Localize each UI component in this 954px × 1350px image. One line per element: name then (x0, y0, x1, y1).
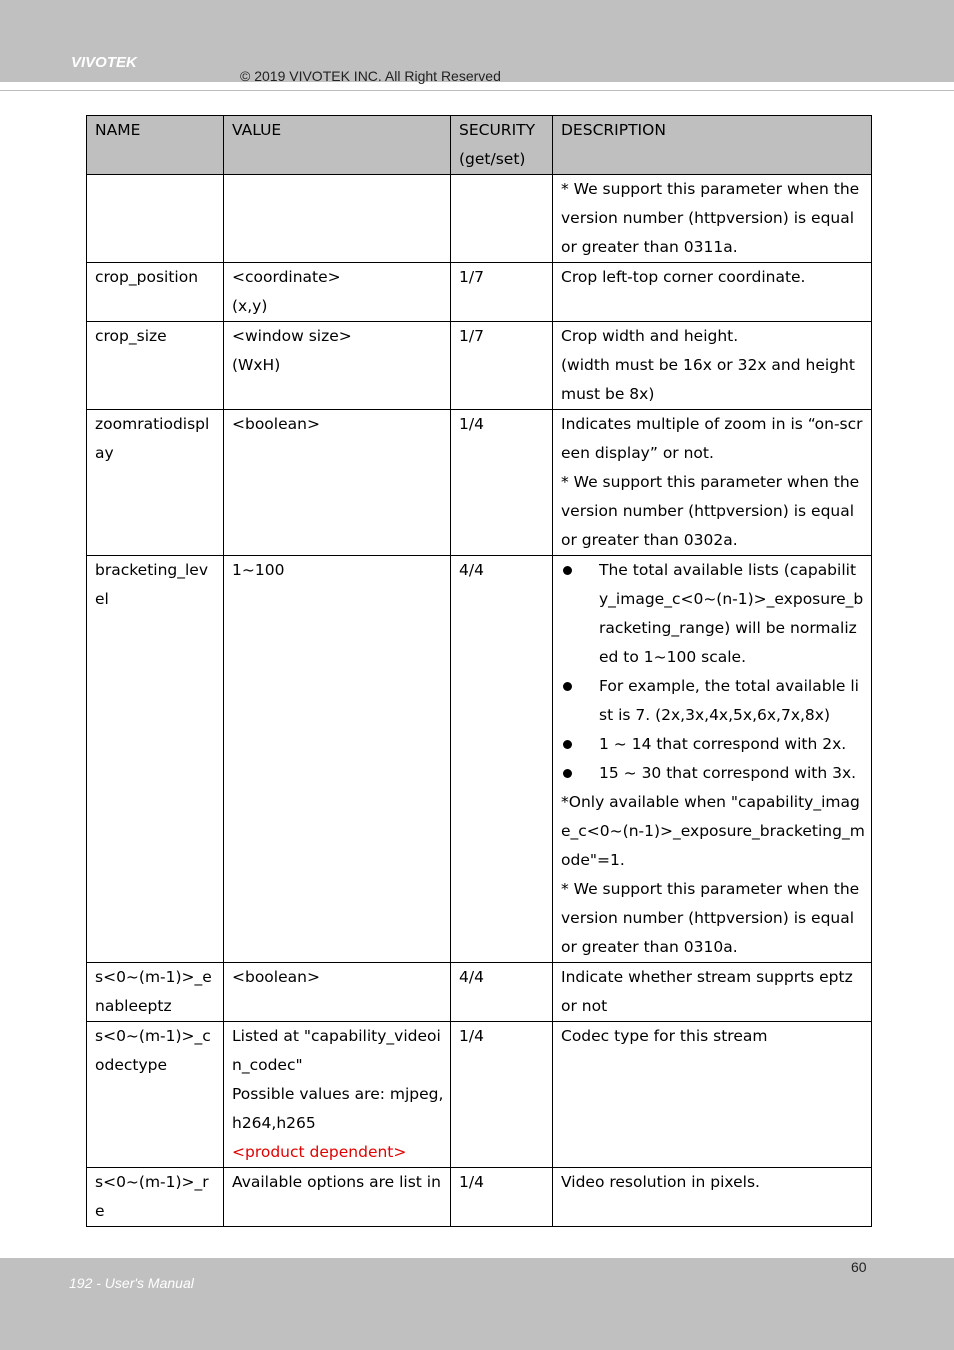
product-dependent-note: <product dependent> (232, 1143, 407, 1161)
header-band (0, 0, 954, 82)
column-header-description: DESCRIPTION (553, 116, 872, 175)
description-cell (553, 410, 872, 556)
description-cell (553, 963, 872, 1022)
description-line: Crop left-top corner coordinate. (561, 268, 806, 286)
description-cell (553, 1168, 872, 1227)
description-line: Crop width and height. (561, 327, 739, 345)
description-cell (553, 1022, 872, 1168)
description-line: Indicate whether stream supprts eptz or not (561, 968, 853, 1015)
bullet-item (561, 556, 865, 672)
value-line: <boolean> (232, 968, 320, 986)
brand-logo-text: VIVOTEK (71, 54, 137, 71)
name-cell: crop_size (87, 322, 224, 410)
name-cell: crop_position (87, 263, 224, 322)
bullet-list (561, 556, 865, 788)
name-cell: zoomratiodisplay (87, 410, 224, 556)
description-line: * We support this parameter when the version number (httpversion) is equal or greater than 0311a. (561, 180, 860, 256)
table-row (87, 263, 872, 322)
bullet-text: For example, the total available list is 7. (2x,3x,4x,5x,6x,7x,8x) (599, 677, 859, 724)
table-row (87, 963, 872, 1022)
table-row (87, 1168, 872, 1227)
name-cell (87, 175, 224, 263)
table-row (87, 410, 872, 556)
bullet-text: 15 ~ 30 that correspond with 3x. (599, 764, 857, 782)
name-cell: s<0~(m-1)>_codectype (87, 1022, 224, 1168)
column-header-security: SECURITY(get/set) (451, 116, 553, 175)
column-header-value: VALUE (224, 116, 451, 175)
page-number: 60 (851, 1259, 867, 1275)
value-line: Possible values are: mjpeg, h264,h265 (232, 1085, 444, 1132)
bullet-item (561, 759, 865, 788)
description-cell (553, 263, 872, 322)
value-cell (224, 556, 451, 963)
security-cell: 4/4 (451, 963, 553, 1022)
security-cell: 1/4 (451, 1168, 553, 1227)
table-header-row (87, 116, 872, 175)
value-cell (224, 175, 451, 263)
description-line: Codec type for this stream (561, 1027, 768, 1045)
description-line: *Only available when "capability_image_c<0~(n-1)>_exposure_bracketing_mode"=1. (561, 793, 865, 869)
security-cell: 1/4 (451, 410, 553, 556)
value-cell (224, 1168, 451, 1227)
security-cell: 1/7 (451, 322, 553, 410)
table-row (87, 322, 872, 410)
value-line: (x,y) (232, 297, 268, 315)
value-cell (224, 410, 451, 556)
bullet-dot-icon (563, 566, 572, 575)
bullet-item (561, 730, 865, 759)
manual-page-label: 192 - User's Manual (69, 1275, 194, 1291)
security-cell (451, 175, 553, 263)
value-line: Listed at "capability_videoin_codec" (232, 1027, 441, 1074)
bullet-dot-icon (563, 682, 572, 691)
column-header-name: NAME (87, 116, 224, 175)
value-cell (224, 963, 451, 1022)
name-cell: bracketing_level (87, 556, 224, 963)
security-cell: 1/4 (451, 1022, 553, 1168)
parameter-table (86, 115, 872, 1227)
value-line: Available options are list in (232, 1173, 441, 1191)
value-cell (224, 263, 451, 322)
security-cell: 4/4 (451, 556, 553, 963)
table-row (87, 556, 872, 963)
description-cell (553, 556, 872, 963)
description-line: Video resolution in pixels. (561, 1173, 760, 1191)
bullet-dot-icon (563, 769, 572, 778)
bullet-item (561, 672, 865, 730)
description-cell (553, 322, 872, 410)
name-cell: s<0~(m-1)>_enableeptz (87, 963, 224, 1022)
header-divider (0, 90, 954, 91)
value-cell (224, 322, 451, 410)
name-cell: s<0~(m-1)>_re (87, 1168, 224, 1227)
value-line: <coordinate> (232, 268, 341, 286)
value-line: 1~100 (232, 561, 285, 579)
description-line: * We support this parameter when the version number (httpversion) is equal or greater than 0310a. (561, 880, 860, 956)
security-cell: 1/7 (451, 263, 553, 322)
table-row (87, 1022, 872, 1168)
bullet-dot-icon (563, 740, 572, 749)
description-line: Indicates multiple of zoom in is “on-screen display” or not. (561, 415, 863, 462)
description-line: (width must be 16x or 32x and height must be 8x) (561, 356, 855, 403)
footer-band (0, 1258, 954, 1350)
value-line: (WxH) (232, 356, 281, 374)
value-cell (224, 1022, 451, 1168)
description-cell (553, 175, 872, 263)
bullet-text: The total available lists (capability_image_c<0~(n-1)>_exposure_bracketing_range) will be normalized to 1~100 scale. (599, 561, 864, 666)
copyright-text: © 2019 VIVOTEK INC. All Right Reserved (240, 68, 501, 84)
value-line: <window size> (232, 327, 352, 345)
description-line: * We support this parameter when the version number (httpversion) is equal or greater than 0302a. (561, 473, 860, 549)
value-line: <boolean> (232, 415, 320, 433)
bullet-text: 1 ~ 14 that correspond with 2x. (599, 735, 847, 753)
table-row (87, 175, 872, 263)
